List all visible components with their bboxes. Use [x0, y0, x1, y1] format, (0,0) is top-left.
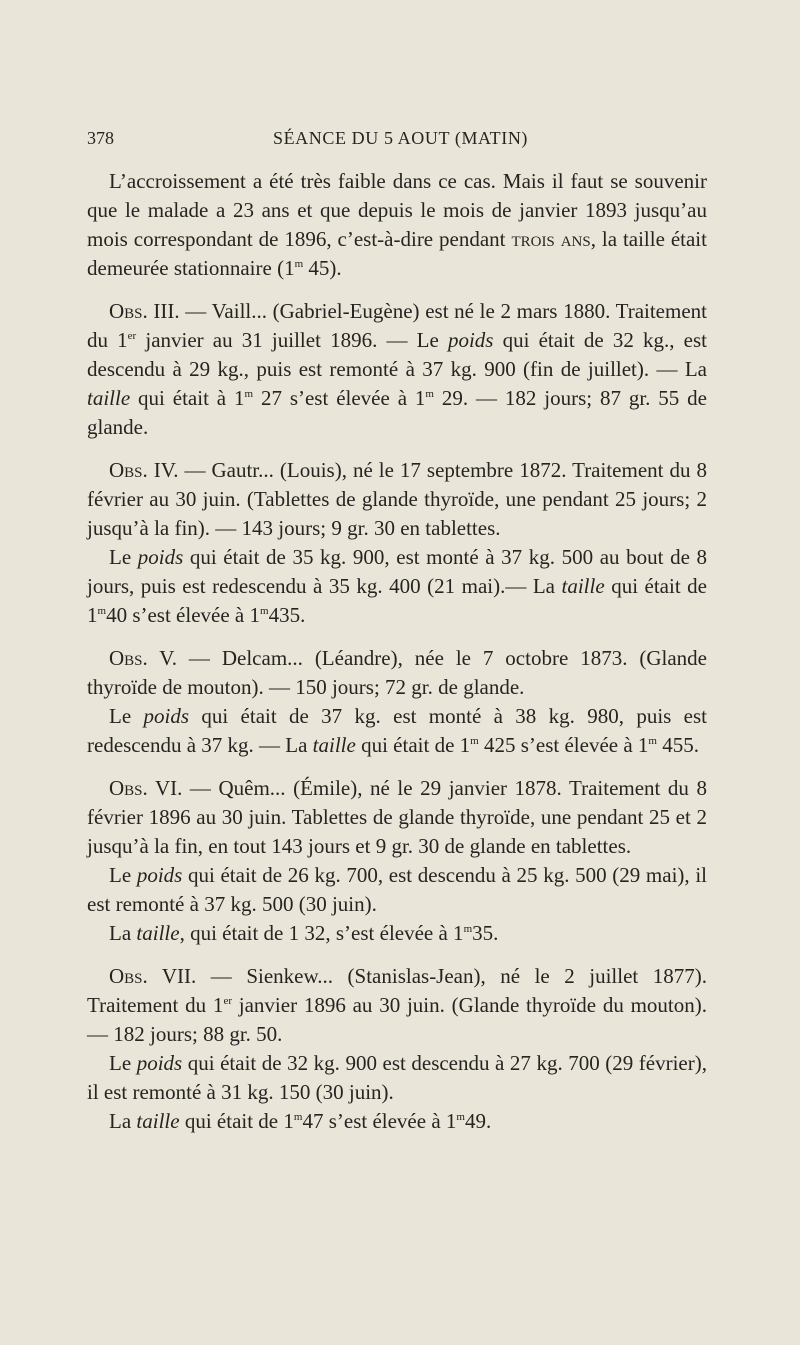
superscript: m [470, 735, 479, 747]
text-run: VII. — Sienkew... (Stanislas-Jean), né le 2 juillet 1877). Traitement du 1 [87, 964, 707, 1017]
observation-4 [87, 456, 707, 543]
observation-6-weight [87, 861, 707, 919]
observation-6-height [87, 919, 707, 948]
superscript: m [293, 1111, 303, 1123]
running-title: SÉANCE DU 5 AOUT (MATIN) [272, 128, 529, 148]
text-run: 49. [464, 1109, 492, 1133]
obs-label: Obs. [109, 776, 148, 800]
italic-term: poids [447, 328, 494, 352]
text-run: 455. [656, 733, 699, 757]
superscript: er [127, 330, 137, 342]
italic-term: taille [136, 921, 180, 945]
text-run: Le [109, 1051, 137, 1075]
superscript: m [244, 388, 254, 400]
obs-label: Obs. [109, 299, 148, 323]
obs-label: Obs. [109, 458, 148, 482]
small-caps-run: trois ans [511, 227, 591, 251]
text-run: Le [109, 704, 144, 728]
italic-term: taille [312, 733, 356, 757]
text-run: IV. — Gautr... (Louis), né le 17 septembre 1872. Traitement du 8 février au 30 juin. (Tablettes de glande thyroïde, une pendant 25 jours; 2 jusqu’à la fin). — 143 jours; 9 gr. 30 en tablettes. [87, 458, 707, 540]
text-run: qui était de 1 [87, 574, 707, 627]
superscript: m [456, 1111, 465, 1123]
text-run: 40 s’est élevée à 1 [106, 603, 260, 627]
text-run: qui était de 26 kg. 700, est descendu à 25 kg. 500 (29 mai), il est remonté à 37 kg. 500 (30 juin). [87, 863, 707, 916]
obs-label: Obs. [109, 964, 148, 988]
italic-term: poids [137, 545, 184, 569]
text-run: 29. — 182 jours; 87 gr. 55 de glande. [87, 386, 707, 439]
text-run: VI. — Quêm... (Émile), né le 29 janvier 1878. Traitement du 8 février 1896 au 30 juin. Tablettes de glande thyroïde, une pendant 25 et 2 jusqu’à la fin, en tout 143 jours et 9 gr. 30 de glande en tablettes. [87, 776, 707, 858]
observation-6 [87, 774, 707, 861]
text-run: La [109, 921, 137, 945]
text-run: V. — Delcam... (Léandre), née le 7 octobre 1873. (Glande thyroïde de mouton). — 150 jours; 72 gr. de glande. [87, 646, 707, 699]
superscript: er [223, 995, 232, 1007]
observation-7 [87, 962, 707, 1049]
observation-7-weight [87, 1049, 707, 1107]
text-run: 435. [268, 603, 306, 627]
italic-term: taille [87, 386, 131, 410]
text-run: qui était de 1 [355, 733, 471, 757]
text-run: 47 s’est élevée à 1 [302, 1109, 457, 1133]
page-number: 378 [87, 128, 114, 148]
superscript: m [463, 923, 473, 935]
text-run: janvier 1896 au 30 juin. (Glande thyroïde du mouton). — 182 jours; 88 gr. 50. [87, 993, 707, 1046]
superscript: m [97, 605, 107, 617]
superscript: m [648, 735, 657, 747]
text-run: qui était à 1 [130, 386, 245, 410]
text-run: , qui était de 1 32, s’est élevée à 1 [179, 921, 464, 945]
text-run: qui était de 37 kg. est monté à 38 kg. 980, puis est redescendu à 37 kg. — La [87, 704, 707, 757]
italic-term: poids [143, 704, 190, 728]
obs-label: Obs. [109, 646, 148, 670]
italic-term: taille [136, 1109, 180, 1133]
text-run: qui était de 32 kg., est descendu à 29 kg., puis est remonté à 37 kg. 900 (fin de juillet). — La [87, 328, 707, 381]
text-run: qui était de 1 [179, 1109, 294, 1133]
text-run: L’accroissement a été très faible dans ce cas. Mais il faut se souvenir que le malade a 23 ans et que depuis le mois de janvier 1893 jusqu’au mois correspondant de 1896, c’est-à-dire pendant [87, 169, 707, 251]
intro-paragraph [87, 167, 707, 283]
italic-term: taille [561, 574, 605, 598]
text-run: janvier au 31 juillet 1896. — Le [136, 328, 448, 352]
text-run: 425 s’est élevée à 1 [478, 733, 649, 757]
italic-term: poids [136, 863, 183, 887]
observation-7-height [87, 1107, 707, 1136]
text-run: Le [109, 863, 137, 887]
superscript: m [425, 388, 434, 400]
text-run: , la taille était demeurée stationnaire (1 [87, 227, 707, 280]
text-run: Le [109, 545, 138, 569]
text-run: 45). [303, 256, 342, 280]
text-run: qui était de 32 kg. 900 est descendu à 27 kg. 700 (29 février), il est remonté à 31 kg. 150 (30 juin). [87, 1051, 707, 1104]
italic-term: poids [136, 1051, 183, 1075]
observation-5 [87, 644, 707, 702]
text-run: La [109, 1109, 137, 1133]
observation-5-weight [87, 702, 707, 760]
text-run: 27 s’est élevée à 1 [253, 386, 426, 410]
text-run: qui était de 35 kg. 900, est monté à 37 kg. 500 au bout de 8 jours, puis est redescendu à 35 kg. 400 (21 mai).— La [87, 545, 707, 598]
superscript: m [294, 258, 304, 270]
text-run: III. — Vaill... (Gabriel-Eugène) est né le 2 mars 1880. Traitement du 1 [87, 299, 707, 352]
observation-4-weight [87, 543, 707, 630]
page-body [87, 167, 707, 1136]
observation-3 [87, 297, 707, 442]
superscript: m [260, 605, 269, 617]
text-run: 35. [472, 921, 499, 945]
